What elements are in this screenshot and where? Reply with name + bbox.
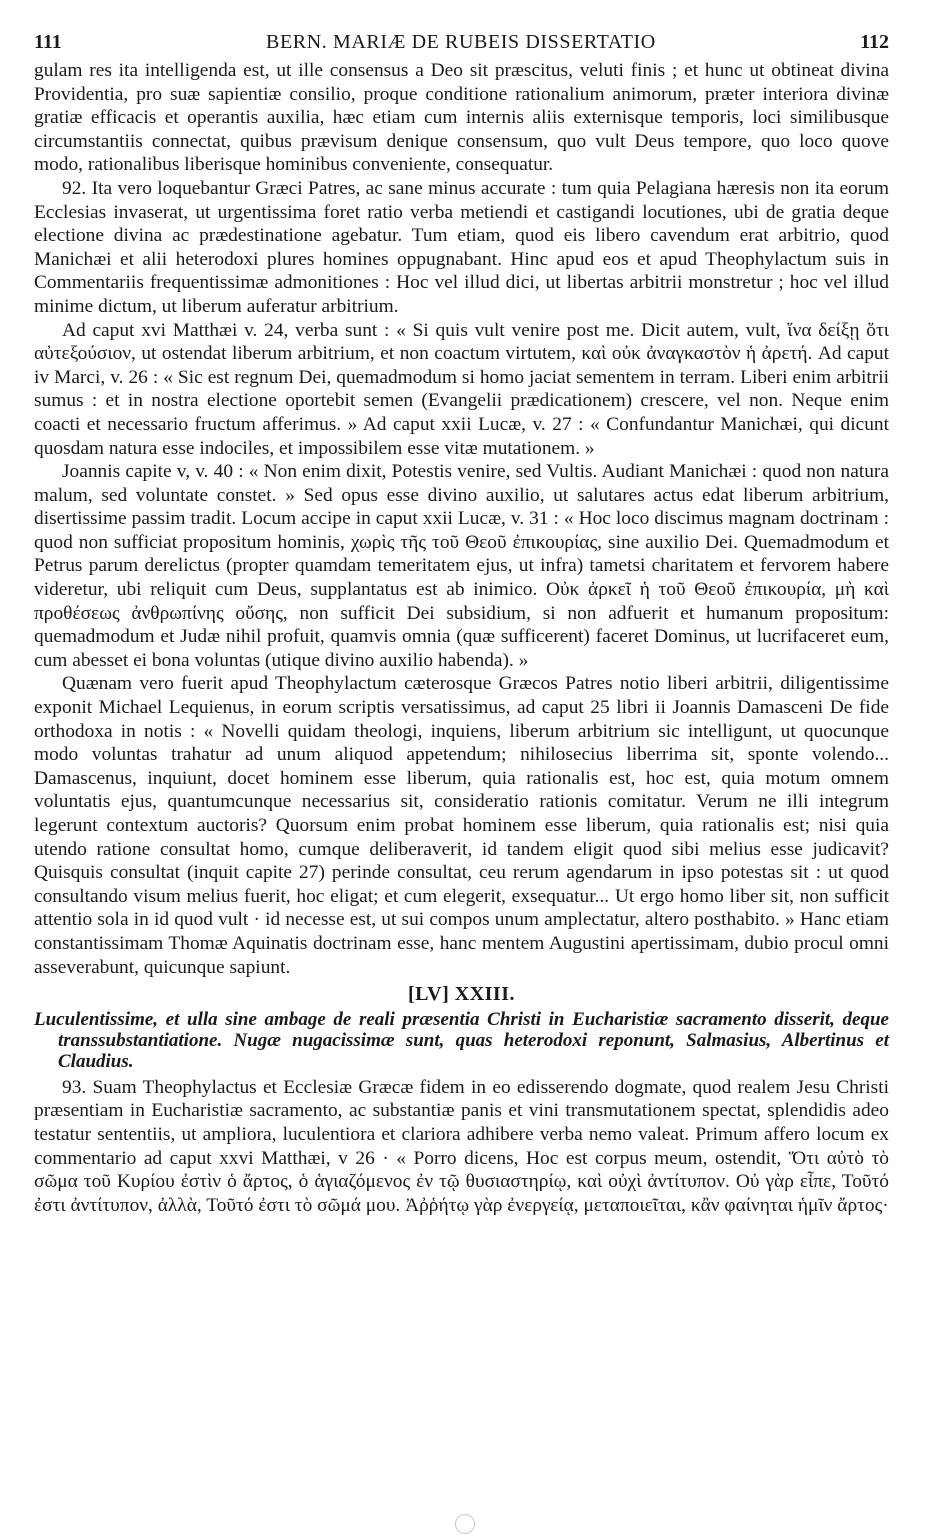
page-number-left: 111 xyxy=(34,31,62,53)
section-summary: Luculentissime, et ulla sine ambage de reali præsentia Christi in Eucharistiæ sacramento disserit, deque transsubstantiatione. Nugæ nugacissimæ sunt, quas heterodoxi reponunt, Salmasius, Albertinus et Claudius. xyxy=(34,1008,889,1072)
paragraph-93: 93. Suam Theophylactus et Ecclesiæ Græcæ fidem in eo edisserendo dogmate, quod realem Jesu Christi præsentiam in Eucharistiæ sacramento, ac substantiæ panis et vini transmutationem spectat, splendidis adeo testatur sententiis, ut ampliora, luculentiora et clariora adhibere verba nemo valeat. Primum affero locum ex commentario ad caput xxvi Matthæi, v 26 · « Porro dicens, Hoc est corpus meum, ostendit, Ὅτι αὐτὸ τὸ σῶμα τοῦ Κυρίου ἐστὶν ὁ ἄρτος, ὁ ἁγιαζόμενος ἐν τῷ θυσιαστηρίῳ, καὶ οὐχὶ ἀντίτυπον. Οὐ γὰρ εἶπε, Τοῦτό ἐστι ἀντίτυπον, ἀλλὰ, Τοῦτό ἐστι τὸ σῶμά μου. Ἀῤῥήτῳ γὰρ ἐνεργείᾳ, μεταποιεῖται, κἂν φαίνηται ἡμῖν ἄρτος· xyxy=(34,1076,889,1216)
running-title: BERN. MARIÆ DE RUBEIS DISSERTATIO xyxy=(266,31,656,53)
library-stamp-mark xyxy=(455,1514,475,1534)
running-header xyxy=(34,30,889,54)
paragraph-continuation: gulam res ita intelligenda est, ut ille consensus a Deo sit præscitus, veluti finis ; et hunc ut obtineat divina Providentia, pro suæ sapientiæ consilio, proque conditione rationalium animorum, præter interiora divinæ gratiæ efficacis et operantis auxilia, hæc etiam cum internis aliis externisque temporis, loci similibusque circumstantiis connectat, quibus prævisum denique consensum, quo vult Deus tempore, quo loco quove modo, rationalibus liberisque hominibus conveniente, consequatur. xyxy=(34,60,889,176)
paragraph-lequien: Quænam vero fuerit apud Theophylactum cæterosque Græcos Patres notio liberi arbitrii, diligentissime exponit Michael Lequienus, in eorum scriptis versatissimus, ad caput 25 libri ii Joannis Damasceni De fide orthodoxa in notis : « Novelli quidam theologi, inquiens, liberum arbitrium sic intelligunt, ut quocunque modo voluntas trahatur ad unum aliquod appetendum; nihilosecius liberrima sit, sponte volendo... Damascenus, inquiunt, docet hominem esse liberum, quia rationalis est, hoc est, quia motum omnem voluntatis ejus, quantumcunque necessarius sit, consideratio rationis comitatur. Verum ne illi integrum legerunt contextum auctoris? Quorsum enim probat hominem esse liberum, quia rationalis est; nisi quia utendo ratione consultat homo, cumque deliberaverit, id tandem eligit quod sibi melius esse judicavit? Quisquis consultat (inquit capite 27) perinde consultat, ceu rerum agendarum in ipso potestas sit : ut quod consultando visum melius fuerit, hoc eligat; et cum elegerit, exsequatur... Ut ergo homo liber sit, non sufficit attentio sola in id quod vult · id necesse est, ut sui compos unum amplectatur, altero posthabito. » Hanc etiam constantissimam Thomæ Aquinatis doctrinam esse, hanc mentem Augustini apertissimam, dubio procul omni asseverabunt, quicunque sapiunt. xyxy=(34,673,889,978)
paragraph-92: 92. Ita vero loquebantur Græci Patres, ac sane minus accurate : tum quia Pelagiana hæresis non ita eorum Ecclesias invaserat, ut urgentissima foret ratio verba metiendi et castigandi locutiones, ubi de gratia deque electione divina ac prædestinatione agebatur. Tum etiam, quod eis libero cavendum erat arbitrio, quod Manichæi et alii heterodoxi plures homines oppugnabant. Hinc apud eos et apud Theophylactum suis in Commentariis frequentissimæ admonitiones : Hoc vel illud dici, ut libertas arbitrii monstretur ; hoc vel illud minime dictum, ut liberum auferatur arbitrium. xyxy=(34,177,889,317)
section-heading: [LV] XXIII. xyxy=(407,983,515,1006)
paragraph-john-quote: Joannis capite v, v. 40 : « Non enim dixit, Potestis venire, sed Vultis. Audiant Manichæi : quod non natura malum, sed voluntate constet. » Sed opus esse divino auxilio, ut salutares actus edat liberum arbitrium, disertissime passim tradit. Locum accipe in caput xxii Lucæ, v. 31 : « Hoc loco discimus magnam doctrinam : quod non sufficiat propositum hominis, χωρὶς τῆς τοῦ Θεοῦ ἐπικουρίας, sine auxilio Dei. Quemadmodum et Petrus parum derelictus (propter quamdam temeritatem ejus, ut infra) tametsi charitatem et fervorem habere videretur, ubi reliquit cum Deus, supplantatus est ab inimico. Οὐκ ἀρκεῖ ἡ τοῦ Θεοῦ ἐπικουρία, μὴ καὶ προθέσεως ἀνθρωπίνης οὔσης, non sufficit Dei subsidium, si non adfuerit et humanum propositum: quemadmodum et Judæ nihil profuit, quamvis omnia (quæ sufficerent) faceret Dominus, ut lucrifaceret eum, cum abesset ei bona voluntas (utique divino auxilio habenda). » xyxy=(34,461,889,671)
page-number-right: 112 xyxy=(860,31,889,53)
paragraph-matthew-quote: Ad caput xvi Matthæi v. 24, verba sunt : « Si quis vult venire post me. Dicit autem, vult, ἵνα δείξῃ ὅτι αὐτεξούσιον, ut ostendat liberum arbitrium, et non coactum virtutem, καὶ οὐκ ἀναγκαστὸν ἡ ἀρετή. Ad caput iv Marci, v. 26 : « Sic est regnum Dei, quemadmodum si homo jaciat sementem in terram. Liberi enim arbitrii sumus : et in nostra electione oportebit semen (Evangelii prædicationem) crescere, vel non. Neque enim coacti et necessario fructum afferimus. » Ad caput xxii Lucæ, v. 27 : « Confundantur Manichæi, qui dicunt quosdam natura esse indociles, et impossibilem esse vitæ mutationem. » xyxy=(34,319,889,459)
